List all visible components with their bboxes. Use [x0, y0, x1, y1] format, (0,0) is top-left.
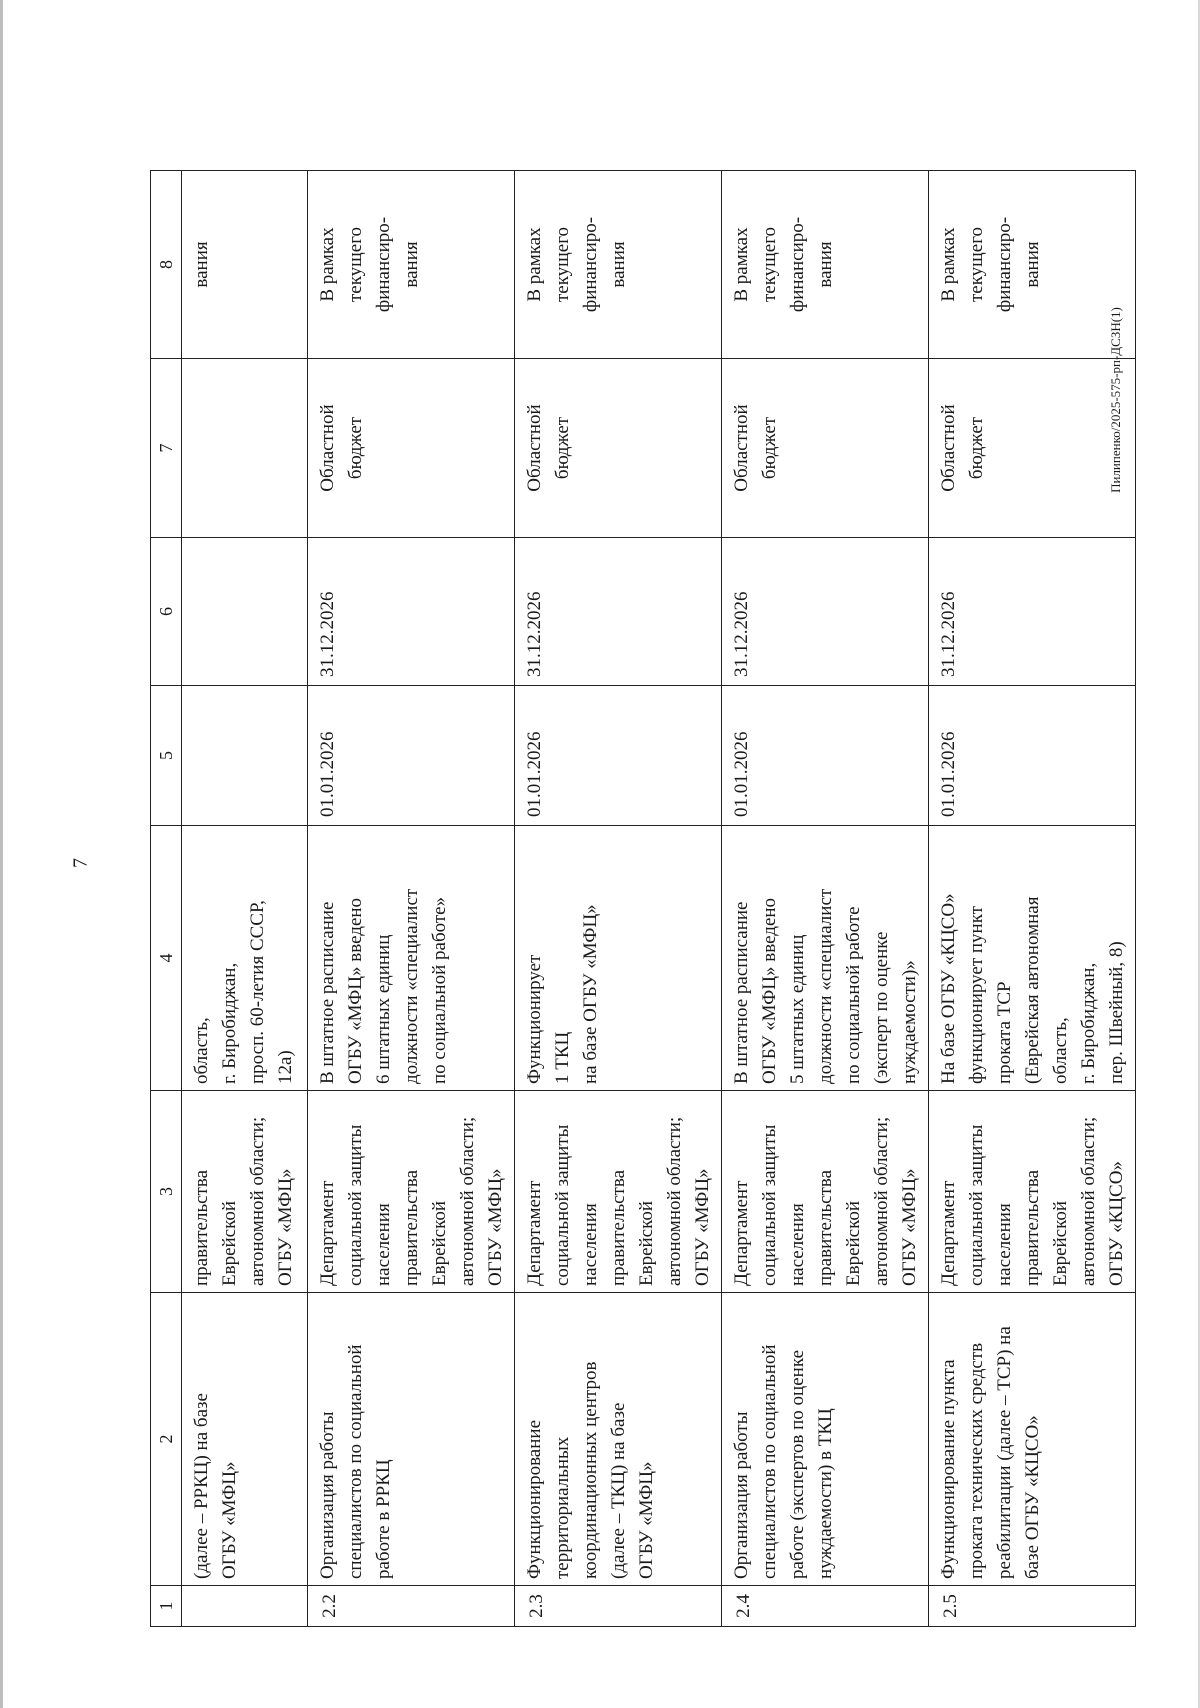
table-row — [515, 171, 722, 1627]
funding-source-cell — [182, 359, 308, 538]
end-date-cell — [182, 538, 308, 686]
column-header: 3 — [151, 1091, 182, 1293]
financing-cell: В рамках текущего финансиро- вания — [722, 171, 929, 359]
end-date-cell: 31.12.2026 — [929, 538, 1136, 686]
funding-source-cell: Областной бюджет — [515, 359, 722, 538]
table-header-row — [151, 171, 182, 1627]
event-cell: Организация работы специалистов по социальной работе в РРКЦ — [308, 1293, 515, 1586]
column-header: 6 — [151, 538, 182, 686]
table-row — [308, 171, 515, 1627]
page-number: 7 — [69, 858, 92, 868]
column-header: 8 — [151, 171, 182, 359]
result-cell: На базе ОГБУ «КЦСО» функционирует пункт проката ТСР (Еврейская автономная область, г. Биробиджан, пер. Швейный, 8) — [929, 826, 1136, 1091]
column-header: 7 — [151, 359, 182, 538]
financing-cell: В рамках текущего финансиро- вания — [308, 171, 515, 359]
start-date-cell: 01.01.2026 — [308, 686, 515, 826]
start-date-cell: 01.01.2026 — [929, 686, 1136, 826]
executor-cell: Департамент социальной защиты населения правительства Еврейской автономной области; ОГБУ «МФЦ» — [515, 1091, 722, 1293]
event-cell: Функционирование территориальных координационных центров (далее – ТКЦ) на базе ОГБУ «МФЦ» — [515, 1293, 722, 1586]
executor-cell: Департамент социальной защиты населения правительства Еврейской автономной области; ОГБУ «МФЦ» — [722, 1091, 929, 1293]
financing-cell: В рамках текущего финансиро- вания — [929, 171, 1136, 359]
plan-table — [150, 170, 1136, 1627]
column-header: 5 — [151, 686, 182, 826]
result-cell: область, г. Биробиджан, просп. 60-летия СССР, 12а) — [182, 826, 308, 1091]
financing-cell: вания — [182, 171, 308, 359]
start-date-cell — [182, 686, 308, 826]
funding-source-cell: Областной бюджет — [722, 359, 929, 538]
end-date-cell: 31.12.2026 — [722, 538, 929, 686]
executor-cell: Департамент социальной защиты населения правительства Еврейской автономной области; ОГБУ «КЦСО» — [929, 1091, 1136, 1293]
document-footer-code: Пилипенко/2025-575-рп-ДСЗН(1) — [1108, 307, 1123, 493]
row-number: 2.2 — [308, 1586, 515, 1627]
end-date-cell: 31.12.2026 — [515, 538, 722, 686]
result-cell: В штатное расписание ОГБУ «МФЦ» введено 5 штатных единиц должности «специалист по социальной работе (эксперт по оценке нуждаемости)» — [722, 826, 929, 1091]
column-header: 1 — [151, 1586, 182, 1627]
result-cell: Функционирует 1 ТКЦ на базе ОГБУ «МФЦ» — [515, 826, 722, 1091]
column-header: 2 — [151, 1293, 182, 1586]
executor-cell: Департамент социальной защиты населения правительства Еврейской автономной области; ОГБУ «МФЦ» — [308, 1091, 515, 1293]
start-date-cell: 01.01.2026 — [515, 686, 722, 826]
funding-source-cell: Областной бюджет — [308, 359, 515, 538]
table-row — [182, 171, 308, 1627]
row-number — [182, 1586, 308, 1627]
result-cell: В штатное расписание ОГБУ «МФЦ» введено 6 штатных единиц должности «специалист по социальной работе» — [308, 826, 515, 1091]
event-cell: Организация работы специалистов по социальной работе (экспертов по оценке нуждаемости) в ТКЦ — [722, 1293, 929, 1586]
executor-cell: правительства Еврейской автономной области; ОГБУ «МФЦ» — [182, 1091, 308, 1293]
event-cell: (далее – РРКЦ) на базе ОГБУ «МФЦ» — [182, 1293, 308, 1586]
funding-source-cell: Областной бюджет — [929, 359, 1136, 538]
start-date-cell: 01.01.2026 — [722, 686, 929, 826]
row-number: 2.3 — [515, 1586, 722, 1627]
event-cell: Функционирование пункта проката технических средств реабилитации (далее – ТСР) на базе ОГБУ «КЦСО» — [929, 1293, 1136, 1586]
row-number: 2.5 — [929, 1586, 1136, 1627]
column-header: 4 — [151, 826, 182, 1091]
row-number: 2.4 — [722, 1586, 929, 1627]
table-row — [929, 171, 1136, 1627]
end-date-cell: 31.12.2026 — [308, 538, 515, 686]
page-edge-left — [0, 0, 3, 1708]
table-row — [722, 171, 929, 1627]
financing-cell: В рамках текущего финансиро- вания — [515, 171, 722, 359]
